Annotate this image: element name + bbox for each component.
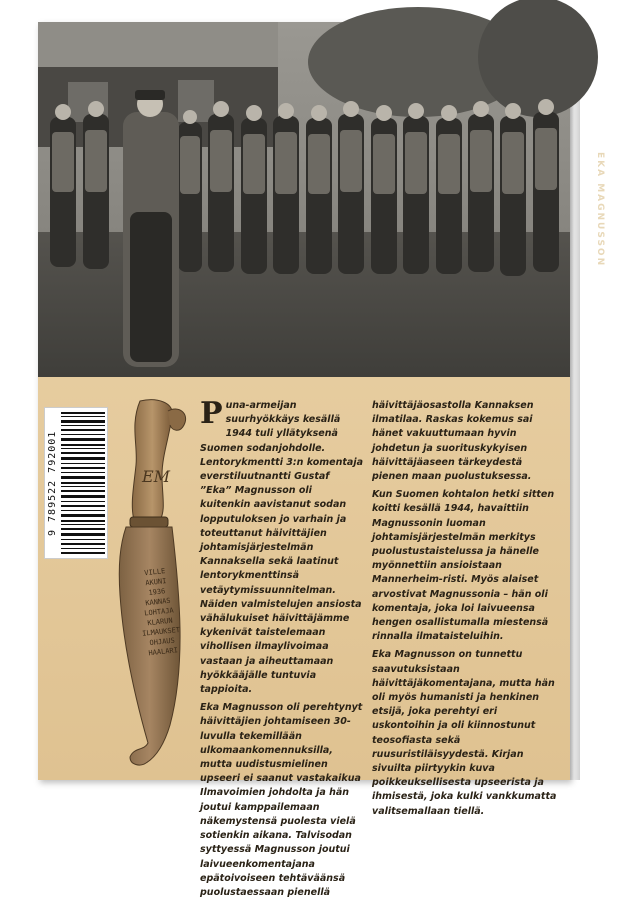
inscription-line: ILMAUKSET: [141, 625, 181, 638]
inscription-line: VILLE: [143, 567, 166, 578]
blurb-text: una-armeijan suurhyökkäys kesällä 1944 tuli yllätyksenä Suomen sodanjohdolle. Lentorykmentti 3:n komentaja everstiluutnantti Gustaf ”Eka” Magnusson oli kuitenkin aavistanut sodan lopputuloksen jo varhain ja toteuttanut häivittäjien johtamisjärjestelmän Kannaksella sekä laatinut lentorykmenttinsä vetäytymissuunnitelman. Näiden valmistelujen ansiosta vähälukuiset häivittäjämme kykenivät taistelemaan vihollisen ilmaylivoimaa vastaan ja aiheuttamaan hyökkääjälle tuntuvia tappioita.: [200, 400, 363, 696]
isbn-barcode: [44, 407, 108, 559]
book-spine: [570, 22, 580, 780]
barcode-bars: [61, 410, 105, 556]
text-panel: [38, 377, 570, 898]
blurb-paragraph: [200, 396, 363, 697]
inscription-line: HAALARI: [148, 646, 179, 658]
blurb-paragraph: Kun Suomen kohtalon hetki sitten koitti kesällä 1944, havaittiin Magnussonin luoman johtamisjärjestelmän merkitys puolustustaistelussa ja hänelle myönnettiin ansioistaan Mannerheim-risti. Myös alaiset arvostivat Magnussonia – hän oli komentaja, joka loi laivueensa hengen osallistumalla miestensä rinnalla ilmataisteluihin.: [372, 489, 555, 643]
dropcap: P: [200, 396, 223, 431]
blurb-column-left: [200, 396, 363, 904]
inscription-line: AKUNI: [144, 577, 167, 588]
inscription-line: KANNAS: [144, 596, 171, 608]
inscription-line: 1936: [148, 587, 166, 597]
inscription-line: LOHTAJA: [143, 606, 175, 618]
blurb-paragraph: häivittäjäosastolla Kannaksen ilmatilaa. Raskas kokemus sai hänet vakuuttumaan hyvin johdetun ja suorituskykyisen häivittäjäaseen tärkeydestä pienen maan puolustuksessa.: [372, 400, 534, 483]
blurb-column-right: [372, 399, 560, 823]
spine-title: EKA MAGNUSSON: [595, 152, 605, 268]
blurb-paragraph: Eka Magnusson on tunnettu saavutuksistaan häivittäjäkomentajana, mutta hän oli myös humanisti ja henkinen etsijä, joka perehtyi eri uskontoihin ja oli kiinnostunut teosofiasta sekä ruusuristiläisyydestä. Kirjan sivuilta piirtyykin kuva poikkeuksellisesta upseerista ja ihmisestä, joka kulki vankkumatta valitsemallaan tiellä.: [372, 649, 557, 817]
inscription-line: OHJAUS: [149, 636, 176, 648]
blurb-paragraph: Eka Magnusson oli perehtynyt häivittäjien johtamiseen 30-luvulla tekemillään ulkomaankomennuksilla, mutta uudistusmielinen upseeri ei saanut vastakaikua Ilmavoimien johdolta ja hän joutui kamppailemaan näkemystensä puolesta vielä sotienkin aikana. Talvisodan syttyessä Magnusson joutui laivueenkomentajana epätoivoiseen tehtäväänsä puolustaessaan pienellä: [200, 702, 363, 898]
inscription-line: KLARUN: [147, 616, 174, 628]
book-back-cover: [38, 22, 605, 898]
cover-photo: [38, 22, 570, 377]
isbn-digits: 9 789522 792001: [47, 430, 58, 536]
knife-inscription: [123, 564, 194, 660]
soldiers-photo-illustration: [38, 22, 570, 377]
knife-monogram: EM: [142, 467, 171, 486]
